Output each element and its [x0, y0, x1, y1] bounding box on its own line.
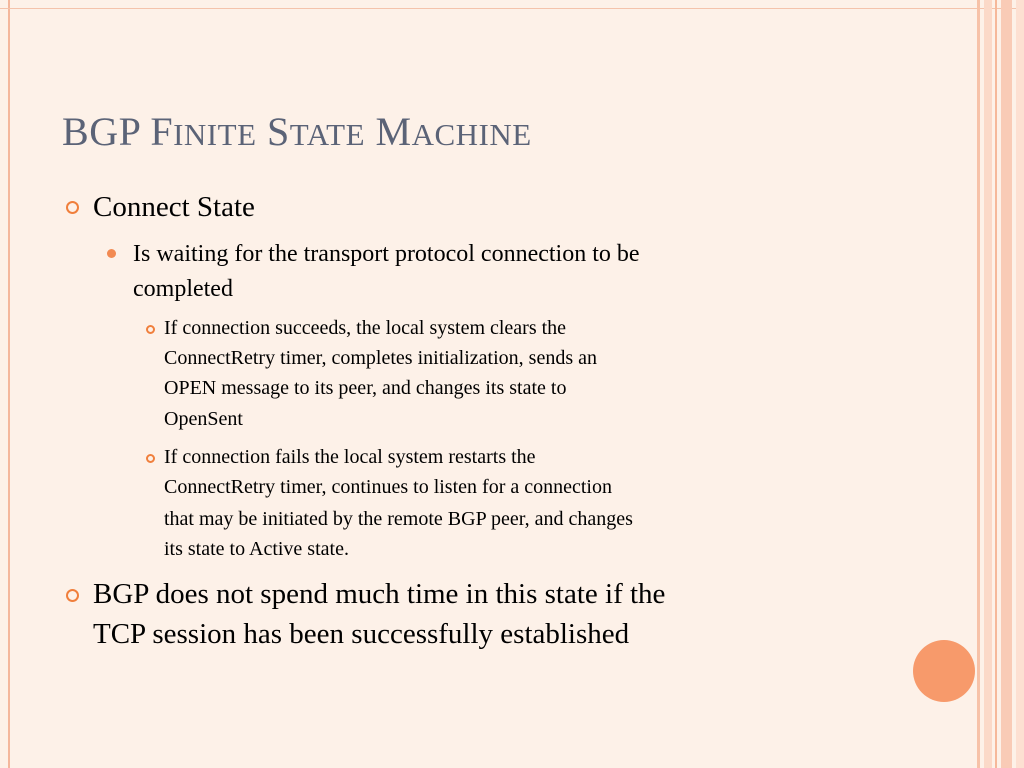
bullet-fails-line4: its state to Active state. — [164, 538, 349, 560]
title-B1: B — [62, 109, 90, 154]
decorative-stripe — [977, 0, 980, 768]
bullet-fails-line1: If connection fails the local system restarts the — [164, 446, 536, 468]
bullet-waiting-line1: Is waiting for the transport protocol connection to be — [133, 241, 640, 267]
bullet-waiting-line2: completed — [133, 276, 233, 302]
decorative-stripe — [984, 0, 992, 768]
bullet-bgp-time-line2: TCP session has been successfully established — [93, 618, 630, 650]
decorative-circle — [913, 640, 975, 702]
slide-title: BGP FINITE STATE MACHINE — [62, 109, 532, 154]
bullet-bgp-time-line1: BGP does not spend much time in this state if the — [93, 578, 666, 610]
bullet-succeeds-line2: ConnectRetry timer, completes initialization, sends an — [164, 347, 597, 369]
slide-top-border — [0, 8, 1024, 9]
decorative-stripe — [1016, 0, 1024, 768]
bullet-fails-line2: ConnectRetry timer, continues to listen for a connection — [164, 476, 612, 498]
bullet-ring-icon — [146, 325, 155, 334]
bullet-ring-icon — [146, 454, 155, 463]
bullet-succeeds-line1: If connection succeeds, the local system clears the — [164, 317, 567, 339]
bullet-circle-icon — [66, 589, 79, 602]
bullet-fails-line3: that may be initiated by the remote BGP peer, and changes — [164, 508, 633, 530]
bullet-connect-state: Connect State — [93, 191, 255, 223]
bullet-succeeds-line3: OPEN message to its peer, and changes its state to — [164, 377, 567, 399]
slide-left-border — [8, 0, 10, 768]
decorative-stripe — [1001, 0, 1012, 768]
bullet-dot-icon — [107, 249, 116, 258]
decorative-stripe — [995, 0, 997, 768]
bullet-succeeds-line4: OpenSent — [164, 408, 243, 430]
bullet-circle-icon — [66, 201, 79, 214]
